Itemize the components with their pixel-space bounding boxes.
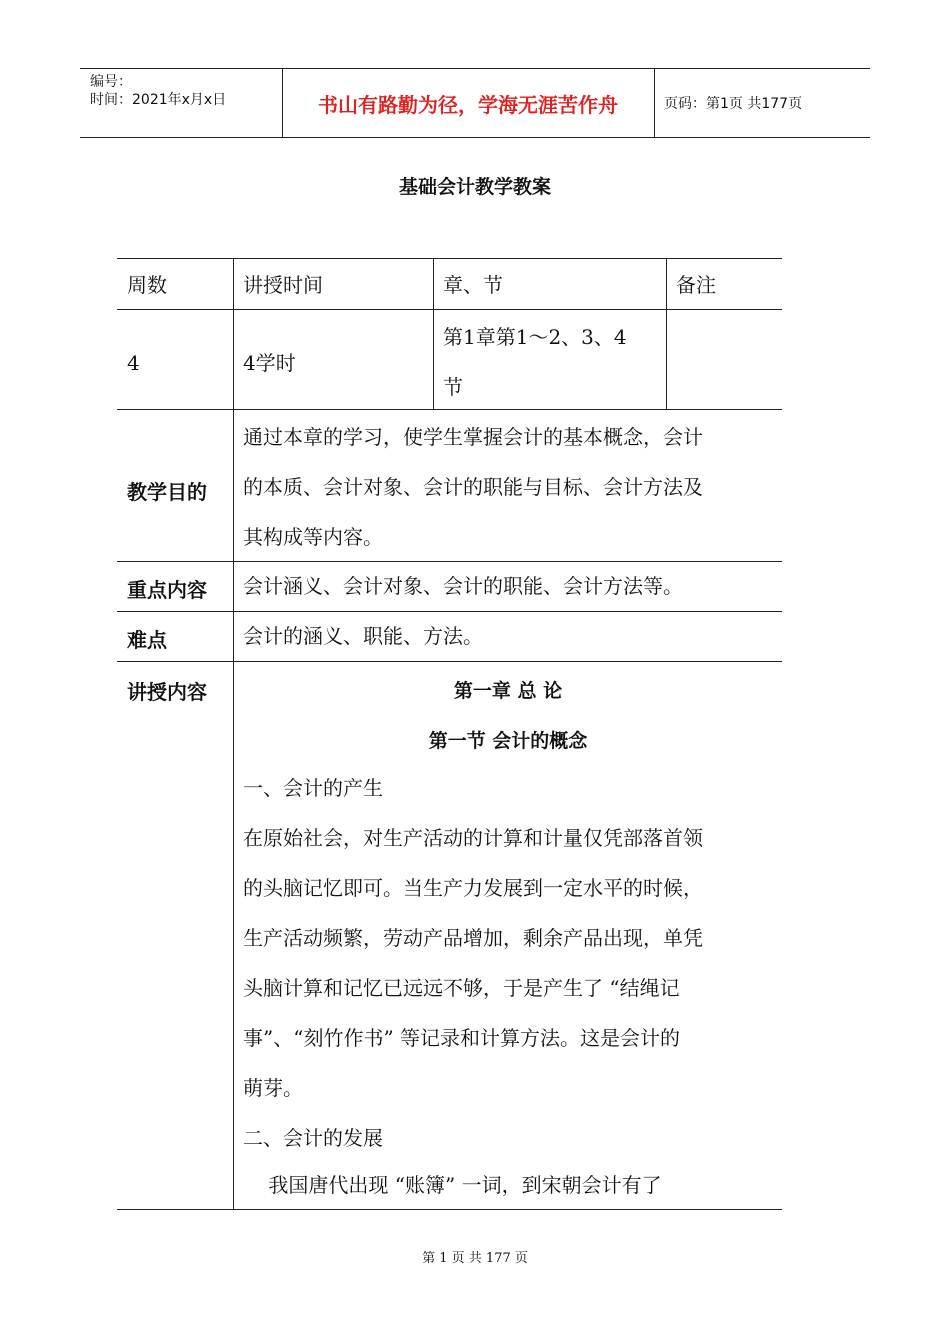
table-col-rule bbox=[433, 258, 434, 410]
chapter-title: 第一章 总 论 bbox=[453, 680, 563, 702]
header-note: 备注 bbox=[676, 273, 716, 297]
header-hours: 讲授时间 bbox=[243, 273, 323, 297]
table-rule bbox=[117, 661, 782, 662]
lesson-plan-table bbox=[117, 258, 782, 1210]
page-footer: 第 1 页 共 177 页 bbox=[422, 1251, 528, 1266]
content-line: 二、会计的发展 bbox=[243, 1126, 383, 1150]
content-line: 的头脑记忆即可。当生产力发展到一定水平的时候， bbox=[243, 876, 703, 900]
week-value: 4 bbox=[127, 351, 140, 375]
section-title: 第一节 会计的概念 bbox=[428, 730, 588, 752]
serial-label: 编号： bbox=[90, 74, 132, 90]
difficult-text: 会计的涵义、职能、方法。 bbox=[243, 624, 483, 648]
content-line: 萌芽。 bbox=[243, 1076, 303, 1100]
table-rule bbox=[117, 258, 782, 259]
content-line: 事”、“刻竹作书” 等记录和计算方法。这是会计的 bbox=[243, 1026, 681, 1050]
goal-label: 教学目的 bbox=[127, 480, 207, 504]
header-meta bbox=[90, 73, 226, 109]
header-divider bbox=[654, 69, 655, 137]
content-line: 头脑计算和记忆已远远不够，于是产生了 “结绳记 bbox=[243, 976, 680, 1000]
difficult-label: 难点 bbox=[127, 628, 167, 652]
goal-line: 通过本章的学习，使学生掌握会计的基本概念，会计 bbox=[243, 425, 703, 449]
document-title: 基础会计教学教案 bbox=[398, 176, 551, 198]
goal-line: 的本质、会计对象、会计的职能与目标、会计方法及 bbox=[243, 475, 703, 499]
content-line: 我国唐代出现 “账簿” 一词，到宋朝会计有了 bbox=[243, 1173, 662, 1197]
header-motto: 书山有路勤为径，学海无涯苦作舟 bbox=[318, 92, 618, 117]
content-label: 讲授内容 bbox=[127, 680, 207, 704]
key-label: 重点内容 bbox=[127, 578, 207, 602]
page-header bbox=[80, 68, 870, 138]
header-week: 周数 bbox=[127, 273, 167, 297]
goal-line: 其构成等内容。 bbox=[243, 525, 383, 549]
table-col-rule bbox=[666, 258, 667, 410]
key-text: 会计涵义、会计对象、会计的职能、会计方法等。 bbox=[243, 574, 683, 598]
content-line: 在原始社会，对生产活动的计算和计量仅凭部落首领 bbox=[243, 826, 703, 850]
chapter-value-line2: 节 bbox=[443, 375, 463, 399]
date-label: 时间：2021年x月x日 bbox=[90, 92, 227, 108]
hours-value: 4学时 bbox=[243, 351, 296, 375]
content-line: 一、会计的产生 bbox=[243, 776, 383, 800]
header-page-info: 页码：第1页 共177页 bbox=[664, 96, 803, 112]
chapter-value-line1: 第1章第1～2、3、4 bbox=[443, 325, 627, 349]
header-chapter: 章、节 bbox=[443, 273, 503, 297]
content-line: 生产活动频繁，劳动产品增加，剩余产品出现，单凭 bbox=[243, 926, 703, 950]
